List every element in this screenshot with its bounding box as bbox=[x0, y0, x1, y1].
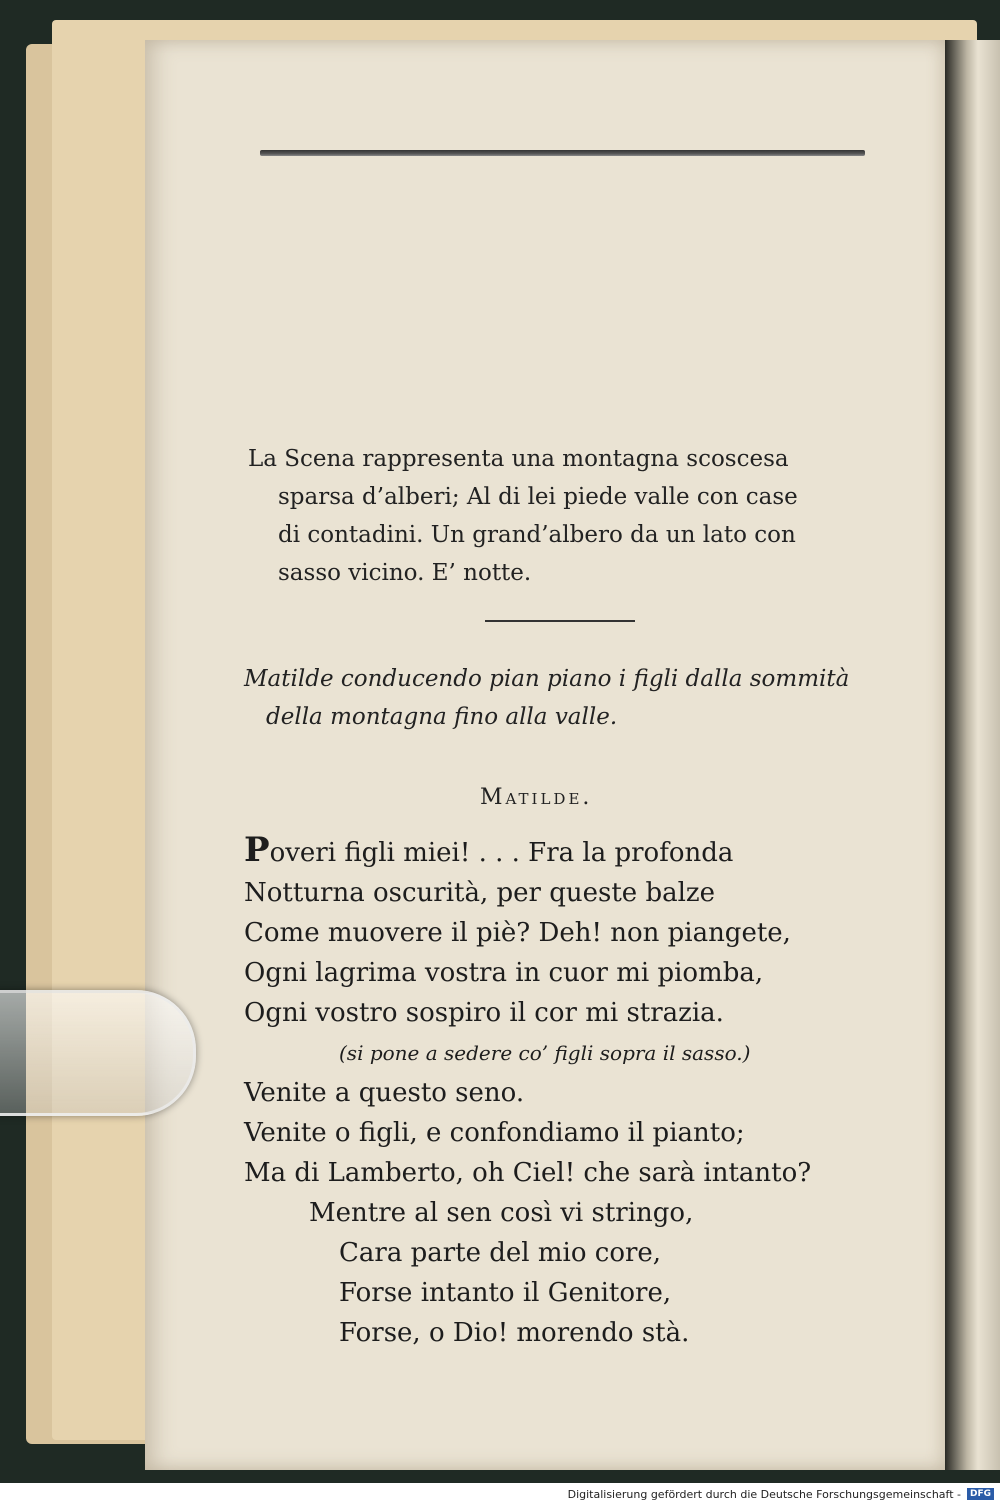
scene-line: sasso vicino. E’ notte. bbox=[278, 560, 532, 586]
verse-line: Ogni vostro sospiro il cor mi strazia. bbox=[244, 998, 724, 1028]
footer-bar bbox=[0, 1483, 1000, 1505]
stage-direction bbox=[244, 660, 884, 736]
stage-direction-line: della montagna fino alla valle. bbox=[266, 704, 618, 730]
verse-line: Forse, o Dio! morendo stà. bbox=[339, 1318, 690, 1348]
scene-line: sparsa d’alberi; Al di lei piede valle con case bbox=[278, 484, 798, 510]
verse-line: Ogni lagrima vostra in cuor mi piomba, bbox=[244, 958, 764, 988]
dfg-logo: DFG bbox=[967, 1488, 994, 1500]
speaker-name: Matilde. bbox=[480, 785, 593, 810]
verse-line bbox=[244, 830, 894, 873]
scene-line: di contadini. Un grand’albero da un lato con bbox=[278, 522, 796, 548]
funding-notice: Digitalisierung gefördert durch die Deutsche Forschungsgemeinschaft - bbox=[567, 1487, 961, 1501]
verse-line: Forse intanto il Genitore, bbox=[339, 1278, 672, 1308]
stage-direction-line: Matilde conducendo pian piano i figli dalla sommità bbox=[244, 666, 850, 692]
verse-line: Venite o figli, e confondiamo il pianto; bbox=[244, 1118, 745, 1148]
verse-line: Notturna oscurità, per queste balze bbox=[244, 878, 715, 908]
verse-line: Ma di Lamberto, oh Ciel! che sarà intanto? bbox=[244, 1158, 812, 1188]
stage-aside: (si pone a sedere co’ figli sopra il sasso.) bbox=[339, 1041, 751, 1065]
section-divider bbox=[485, 620, 635, 622]
header-rule bbox=[260, 150, 865, 156]
verse-line: Venite a questo seno. bbox=[244, 1078, 525, 1108]
scene-line: La Scena rappresenta una montagna scoscesa bbox=[248, 446, 789, 472]
drop-cap: P bbox=[244, 830, 270, 870]
verse-line: Mentre al sen così vi stringo, bbox=[309, 1198, 694, 1228]
verse-block bbox=[244, 830, 894, 1353]
glass-page-clip bbox=[0, 990, 196, 1116]
verse-line-text: overi figli miei! . . . Fra la profonda bbox=[269, 838, 734, 868]
scene-description bbox=[248, 440, 888, 592]
page-gutter-right bbox=[945, 40, 1000, 1470]
verse-line: Come muovere il piè? Deh! non piangete, bbox=[244, 918, 791, 948]
verse-line: Cara parte del mio core, bbox=[339, 1238, 662, 1268]
